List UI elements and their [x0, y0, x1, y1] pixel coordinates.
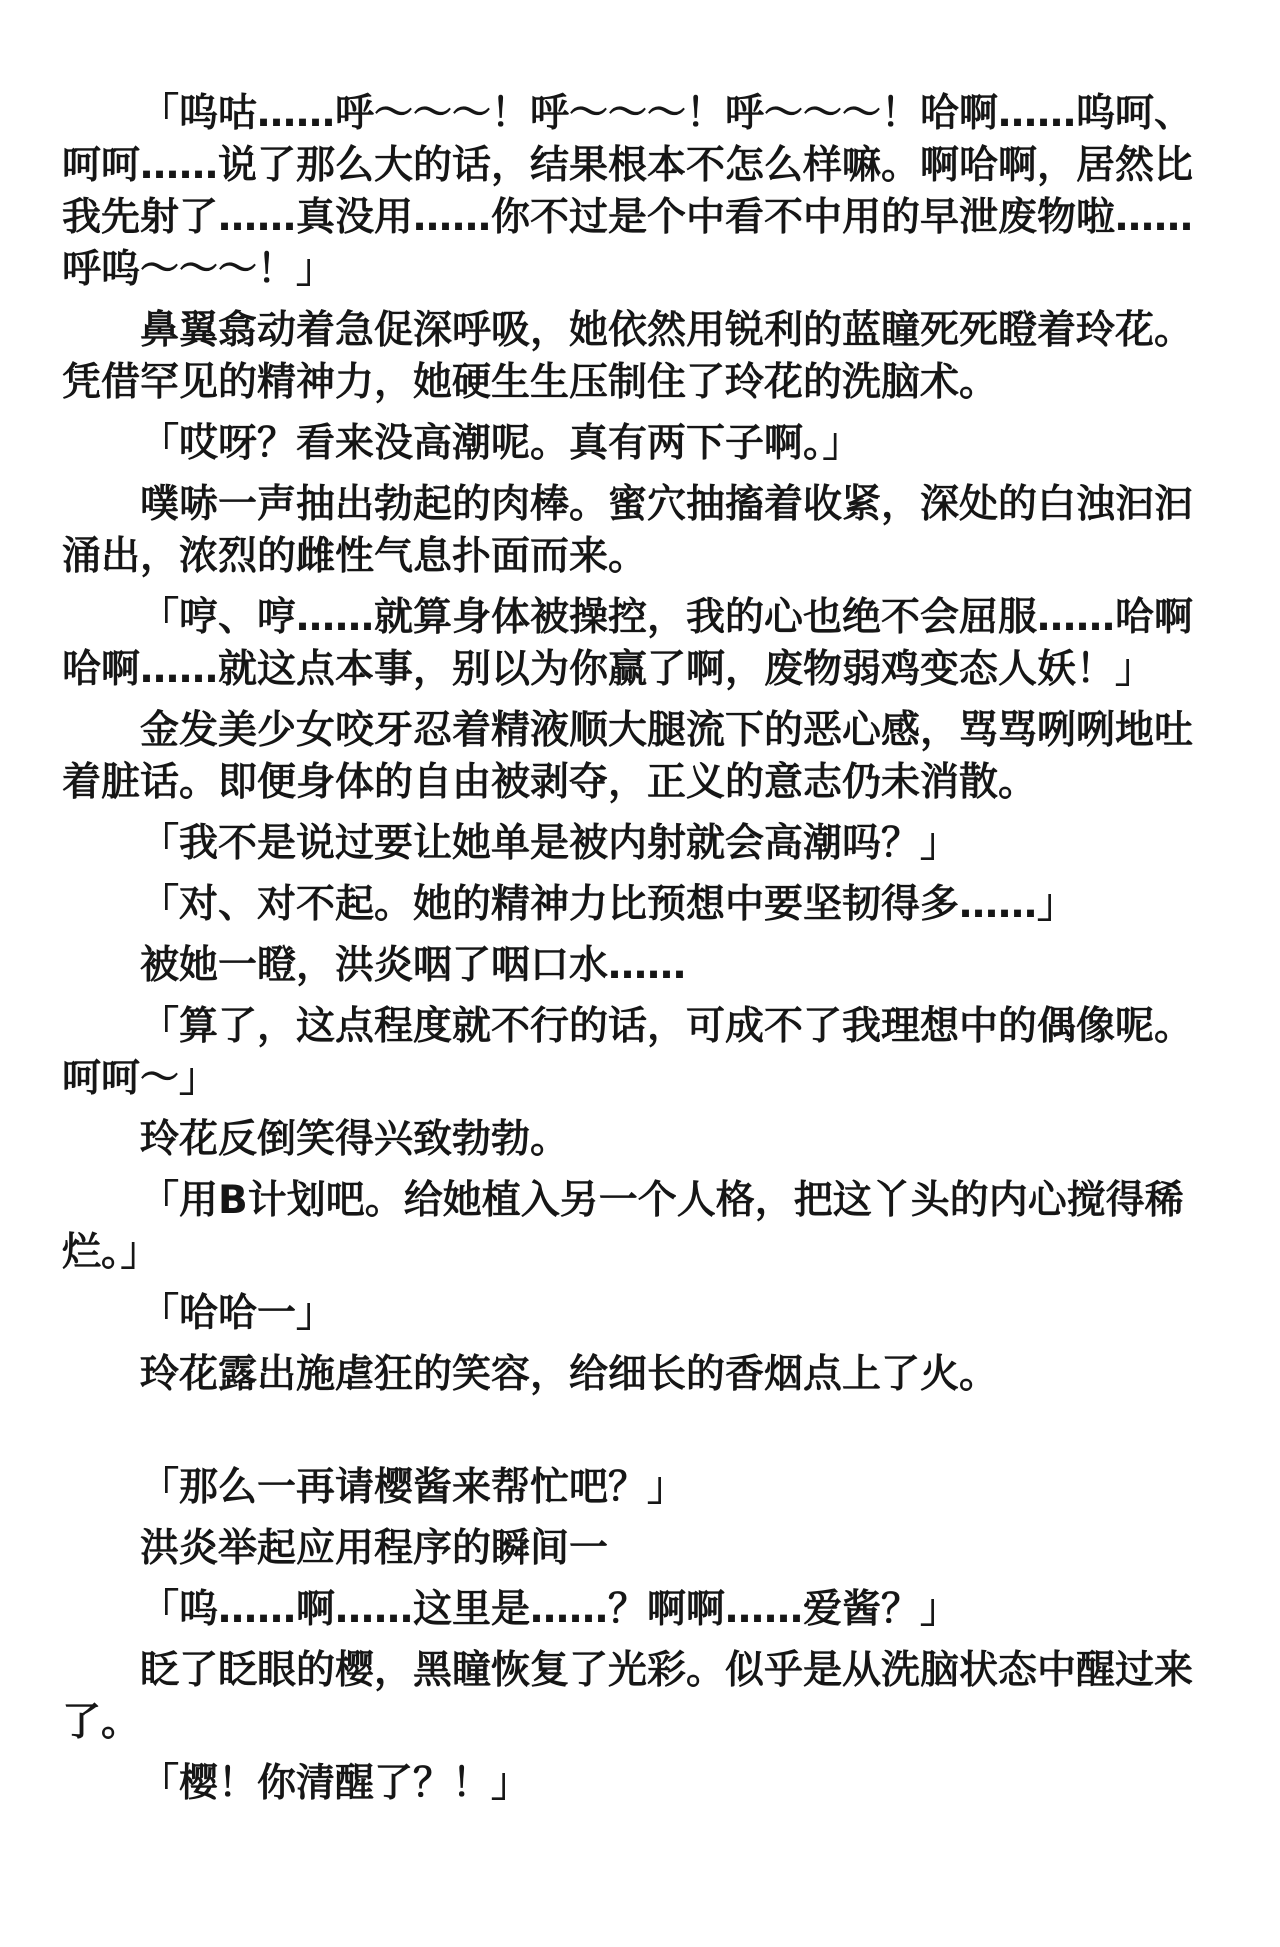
paragraph-15: 「那么一再请樱酱来帮忙吧？」	[140, 1465, 687, 1510]
paragraph-13: 「哈哈一」	[140, 1291, 336, 1336]
paragraph-14: 玲花露出施虐狂的笑容，给细长的香烟点上了火。	[140, 1352, 999, 1397]
story-text-block	[62, 88, 1220, 1810]
paragraph-19: 「樱！你清醒了？！」	[140, 1761, 531, 1806]
blank-line	[62, 1410, 1220, 1462]
paragraph-9: 被她一瞪，洪炎咽了咽口水……	[140, 943, 687, 988]
paragraph-2: 鼻翼翕动着急促深呼吸，她依然用锐利的蓝瞳死死瞪着玲花。凭借罕见的精神力，她硬生生压制住了玲花的洗脑术。	[62, 308, 1194, 405]
paragraph-8: 「对、对不起。她的精神力比预想中要坚韧得多……」	[140, 882, 1077, 927]
paragraph-11: 玲花反倒笑得兴致勃勃。	[140, 1117, 570, 1162]
paragraph-10: 「算了，这点程度就不行的话，可成不了我理想中的偶像呢。呵呵～」	[62, 1004, 1194, 1101]
paragraph-1: 「呜咕……呼～～～！呼～～～！呼～～～！哈啊……呜呵、呵呵……说了那么大的话，结果根本不怎么样嘛。啊哈啊，居然比我先射了……真没用……你不过是个中看不中用的早泄废物啦……呼呜～～～！」	[62, 91, 1194, 292]
paragraph-6: 金发美少女咬牙忍着精液顺大腿流下的恶心感，骂骂咧咧地吐着脏话。即便身体的自由被剥夺，正义的意志仍未消散。	[62, 708, 1194, 805]
paragraph-4: 噗哧一声抽出勃起的肉棒。蜜穴抽搐着收紧，深处的白浊汩汩涌出，浓烈的雌性气息扑面而来。	[62, 482, 1194, 579]
paragraph-5: 「哼、哼……就算身体被操控，我的心也绝不会屈服……哈啊哈啊……就这点本事，别以为你赢了啊，废物弱鸡变态人妖！」	[62, 595, 1194, 692]
paragraph-7: 「我不是说过要让她单是被内射就会高潮吗？」	[140, 821, 960, 866]
paragraph-18: 眨了眨眼的樱，黑瞳恢复了光彩。似乎是从洗脑状态中醒过来了。	[62, 1648, 1194, 1745]
paragraph-16: 洪炎举起应用程序的瞬间一	[140, 1526, 609, 1571]
paragraph-12: 「用B计划吧。给她植入另一个人格，把这丫头的内心搅得稀烂。」	[62, 1178, 1184, 1275]
paragraph-17: 「呜……啊……这里是……？啊啊……爱酱？」	[140, 1587, 960, 1632]
paragraph-3: 「哎呀？看来没高潮呢。真有两下子啊。」	[140, 421, 862, 466]
